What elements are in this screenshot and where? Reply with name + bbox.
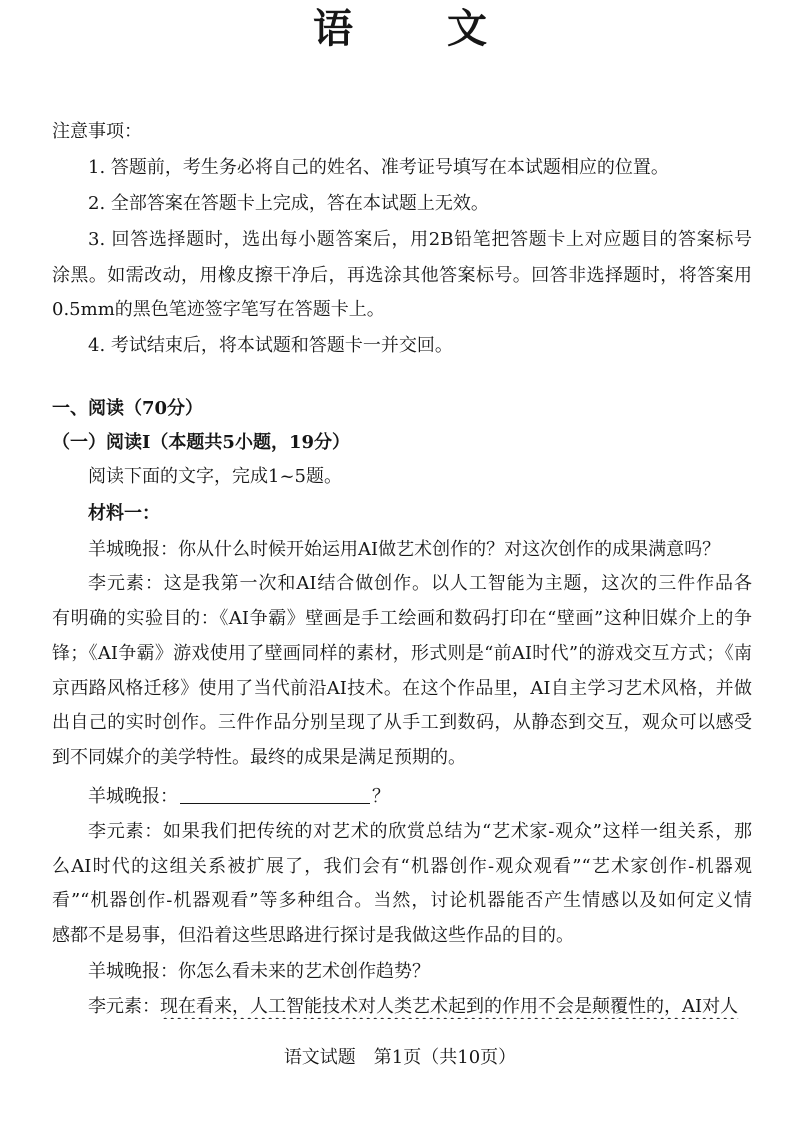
- notice-item-4: 4. 考试结束后，将本试题和答题卡一并交回。: [88, 335, 453, 356]
- notice-item-3-end: 0.5mm的黑色笔迹签字笔写在答题卡上。: [52, 299, 385, 320]
- sub-section-heading: （一）阅读Ⅰ（本题共5小题，19分）: [52, 432, 350, 453]
- answer-1-line-3: 锋；《AI争霸》游戏使用了壁画同样的素材，形式则是“前AI时代”的游戏交互方式；《南: [52, 643, 752, 664]
- material-label: 材料一：: [88, 503, 160, 524]
- answer-1-line-5: 出自己的实时创作。三件作品分别呈现了从手工到数码，从静态到交互，观众可以感受: [52, 712, 752, 733]
- question-3: 羊城晚报：你怎么看未来的艺术创作趋势？: [88, 961, 430, 982]
- answer-2-line-3: 看”“机器创作-机器观看”等多种组合。当然，讨论机器能否产生情感以及如何定义情: [52, 890, 752, 911]
- answer-3-speaker: 李元素：: [88, 996, 160, 1017]
- reading-instruction: 阅读下面的文字，完成1~5题。: [88, 466, 342, 487]
- notice-item-2: 2. 全部答案在答题卡上完成，答在本试题上无效。: [88, 193, 489, 214]
- answer-2-line-4: 感都不是易事，但沿着这些思路进行探讨是我做这些作品的目的。: [52, 925, 574, 946]
- question-2-suffix: ？: [372, 786, 390, 807]
- answer-1-line-1: 李元素：这是我第一次和AI结合做创作。以人工智能为主题，这次的三件作品各: [88, 573, 752, 594]
- page-title: 语 文: [313, 5, 527, 52]
- answer-1-line-4: 京西路风格迁移》使用了当代前沿AI技术。在这个作品里，AI自主学习艺术风格，并做: [52, 678, 752, 699]
- page-footer: 语文试题 第1页（共10页）: [283, 1047, 517, 1068]
- question-2-prefix: 羊城晚报：: [88, 786, 178, 807]
- answer-3-line-1: [88, 995, 752, 1019]
- notice-item-1: 1. 答题前，考生务必将自己的姓名、准考证号填写在本试题相应的位置。: [88, 157, 669, 178]
- fill-in-blank: [180, 785, 370, 804]
- answer-1-line-2: 有明确的实验目的：《AI争霸》壁画是手工绘画和数码打印在“壁画”这种旧媒介上的争: [52, 608, 752, 629]
- notice-item-3: 3. 回答选择题时，选出每小题答案后，用2B铅笔把答题卡上对应题目的答案标号: [88, 229, 752, 250]
- notice-heading: 注意事项：: [52, 121, 142, 142]
- notice-item-3-cont: 涂黑。如需改动，用橡皮擦干净后，再选涂其他答案标号。回答非选择题时，将答案用: [52, 265, 752, 286]
- answer-1-line-6: 到不同媒介的美学特性。最终的成果是满足预期的。: [52, 747, 466, 768]
- question-1: 羊城晚报：你从什么时候开始运用AI做艺术创作的？对这次创作的成果满意吗？: [88, 539, 721, 560]
- section-heading: 一、阅读（70分）: [52, 398, 204, 419]
- answer-2-line-2: 么AI时代的这组关系被扩展了，我们会有“机器创作-观众观看”“艺术家创作-机器观: [52, 856, 752, 877]
- question-2: [88, 785, 752, 809]
- answer-3-underlined-text: 现在看来，人工智能技术对人类艺术起到的作用不会是颠覆性的，AI对人: [160, 996, 739, 1017]
- answer-2-line-1: 李元素：如果我们把传统的对艺术的欣赏总结为“艺术家-观众”这样一组关系，那: [88, 821, 752, 842]
